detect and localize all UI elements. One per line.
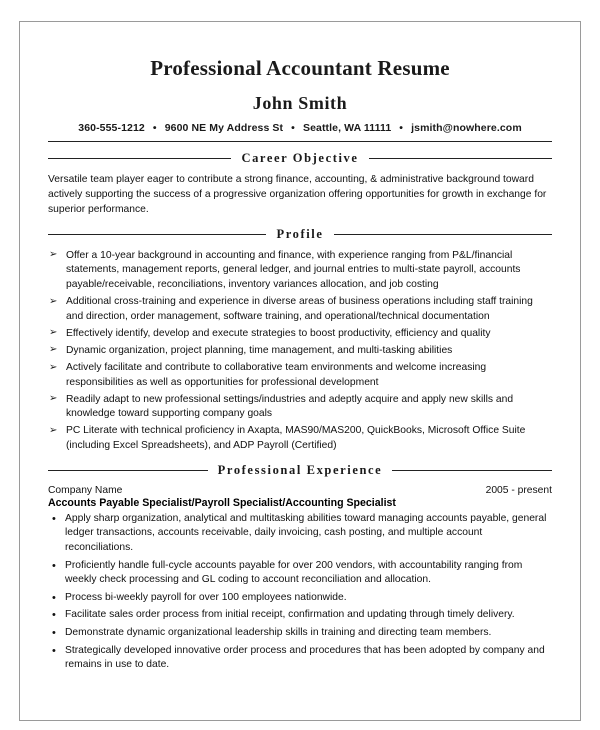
list-item-text: Demonstrate dynamic organizational leadership skills in training and directing team members. xyxy=(65,626,492,638)
dot-bullet-icon: • xyxy=(52,512,56,525)
section-rule-right xyxy=(369,158,552,159)
list-item-text: Strategically developed innovative order process and procedures that has been adopted by company and remains in use to date. xyxy=(65,644,545,671)
list-item xyxy=(48,249,552,293)
section-header-experience xyxy=(48,463,552,478)
resume-content xyxy=(20,22,580,673)
list-item xyxy=(48,512,552,556)
experience-entry xyxy=(48,485,552,673)
resume-sheet xyxy=(19,21,581,721)
list-item-text: Dynamic organization, project planning, time management, and multi-tasking abilities xyxy=(66,344,453,356)
list-item xyxy=(48,608,552,623)
candidate-name: John Smith xyxy=(252,93,348,113)
list-item-text: Actively facilitate and contribute to collaborative team environments and welcome increasing responsibilities as well as opportunities for professional development xyxy=(66,362,487,388)
section-title-experience: Professional Experience xyxy=(217,462,383,477)
experience-company: Company Name xyxy=(48,484,123,496)
dot-bullet-icon: • xyxy=(52,609,56,622)
dot-bullet-icon: • xyxy=(52,559,56,572)
list-item xyxy=(48,393,552,422)
contact-phone: 360-555-1212 xyxy=(78,122,145,134)
list-item xyxy=(48,424,552,453)
list-item xyxy=(48,559,552,588)
list-item-text: Apply sharp organization, analytical and multitasking abilities toward managing accounts payable, general ledger transactions, accounts receivable, daily invoicing, cash posting, and multiple account reconciliations. xyxy=(65,512,547,553)
list-item xyxy=(48,644,552,673)
contact-separator-1: • xyxy=(152,122,157,134)
list-item-text: Proficiently handle full-cycle accounts payable for over 200 vendors, with accountability ranging from weekly check processing and GL coding to account reconciliation and allocation. xyxy=(65,559,523,586)
contact-city-state-zip: Seattle, WA 11111 xyxy=(302,122,392,134)
list-item-text: Effectively identify, develop and execute strategies to boost productivity, efficiency and quality xyxy=(66,327,491,339)
section-rule-left xyxy=(48,158,231,159)
experience-header-row xyxy=(48,485,552,496)
arrow-bullet-icon: ➢ xyxy=(49,424,58,436)
arrow-bullet-icon: ➢ xyxy=(49,393,58,405)
list-item-text: PC Literate with technical proficiency in Axapta, MAS90/MAS200, QuickBooks, Microsoft Office Suite (including Excel Spreadsheets), and ADP Payroll (Certified) xyxy=(66,425,526,452)
list-item-text: Additional cross-training and experience in diverse areas of business operations including staff training and direction, order management, software training, and operational/technical documentation xyxy=(66,296,533,322)
list-item xyxy=(48,591,552,606)
list-item-text: Offer a 10-year background in accounting and finance, with experience ranging from P&L/financial statements, management reports, general ledger, and journal entries to multi-state payroll, accounts payable/receivable, reconciliations, inventory variances allocation, and job costing xyxy=(66,249,521,290)
list-item xyxy=(48,344,552,359)
dot-bullet-icon: • xyxy=(52,626,56,639)
section-rule-right xyxy=(334,234,552,235)
experience-dates: 2005 - present xyxy=(485,484,552,496)
contact-separator-2: • xyxy=(291,122,295,134)
contact-line xyxy=(48,122,552,134)
list-item-text: Readily adapt to new professional settings/industries and adeptly acquire and apply new skills and knowledge toward supporting company goals xyxy=(66,393,514,420)
experience-role: Accounts Payable Specialist/Payroll Specialist/Accounting Specialist xyxy=(48,496,396,509)
section-title-profile: Profile xyxy=(276,226,324,241)
profile-bullet-list xyxy=(48,249,552,454)
section-title-objective: Career Objective xyxy=(241,151,359,165)
contact-email: jsmith@nowhere.com xyxy=(411,122,522,134)
section-rule-right xyxy=(392,470,552,471)
experience-bullet-list xyxy=(48,512,552,673)
list-item-text: Process bi-weekly payroll for over 100 employees nationwide. xyxy=(65,591,347,603)
section-rule-left xyxy=(48,470,208,471)
arrow-bullet-icon: ➢ xyxy=(49,361,58,373)
list-item-text: Facilitate sales order process from initial receipt, confirmation and updating through timely delivery. xyxy=(65,609,515,621)
experience-entries xyxy=(48,485,552,673)
header-divider xyxy=(48,141,552,142)
arrow-bullet-icon: ➢ xyxy=(49,295,58,307)
arrow-bullet-icon: ➢ xyxy=(49,344,58,356)
objective-text: Versatile team player eager to contribute a strong finance, accounting, & administrative background toward actively supporting the success of a progressive organization offering opportunities for growth in exchange for superior performance. xyxy=(48,174,547,215)
page-title: Professional Accountant Resume xyxy=(150,56,450,80)
list-item xyxy=(48,626,552,641)
arrow-bullet-icon: ➢ xyxy=(49,249,58,261)
contact-address: 9600 NE My Address St xyxy=(164,122,284,134)
arrow-bullet-icon: ➢ xyxy=(49,327,58,339)
dot-bullet-icon: • xyxy=(52,591,56,604)
section-header-profile xyxy=(48,227,552,242)
section-header-objective xyxy=(48,151,552,166)
list-item xyxy=(48,295,552,324)
list-item xyxy=(48,327,552,342)
section-rule-left xyxy=(48,234,266,235)
list-item xyxy=(48,361,552,390)
dot-bullet-icon: • xyxy=(52,644,56,657)
contact-separator-3: • xyxy=(399,122,404,134)
